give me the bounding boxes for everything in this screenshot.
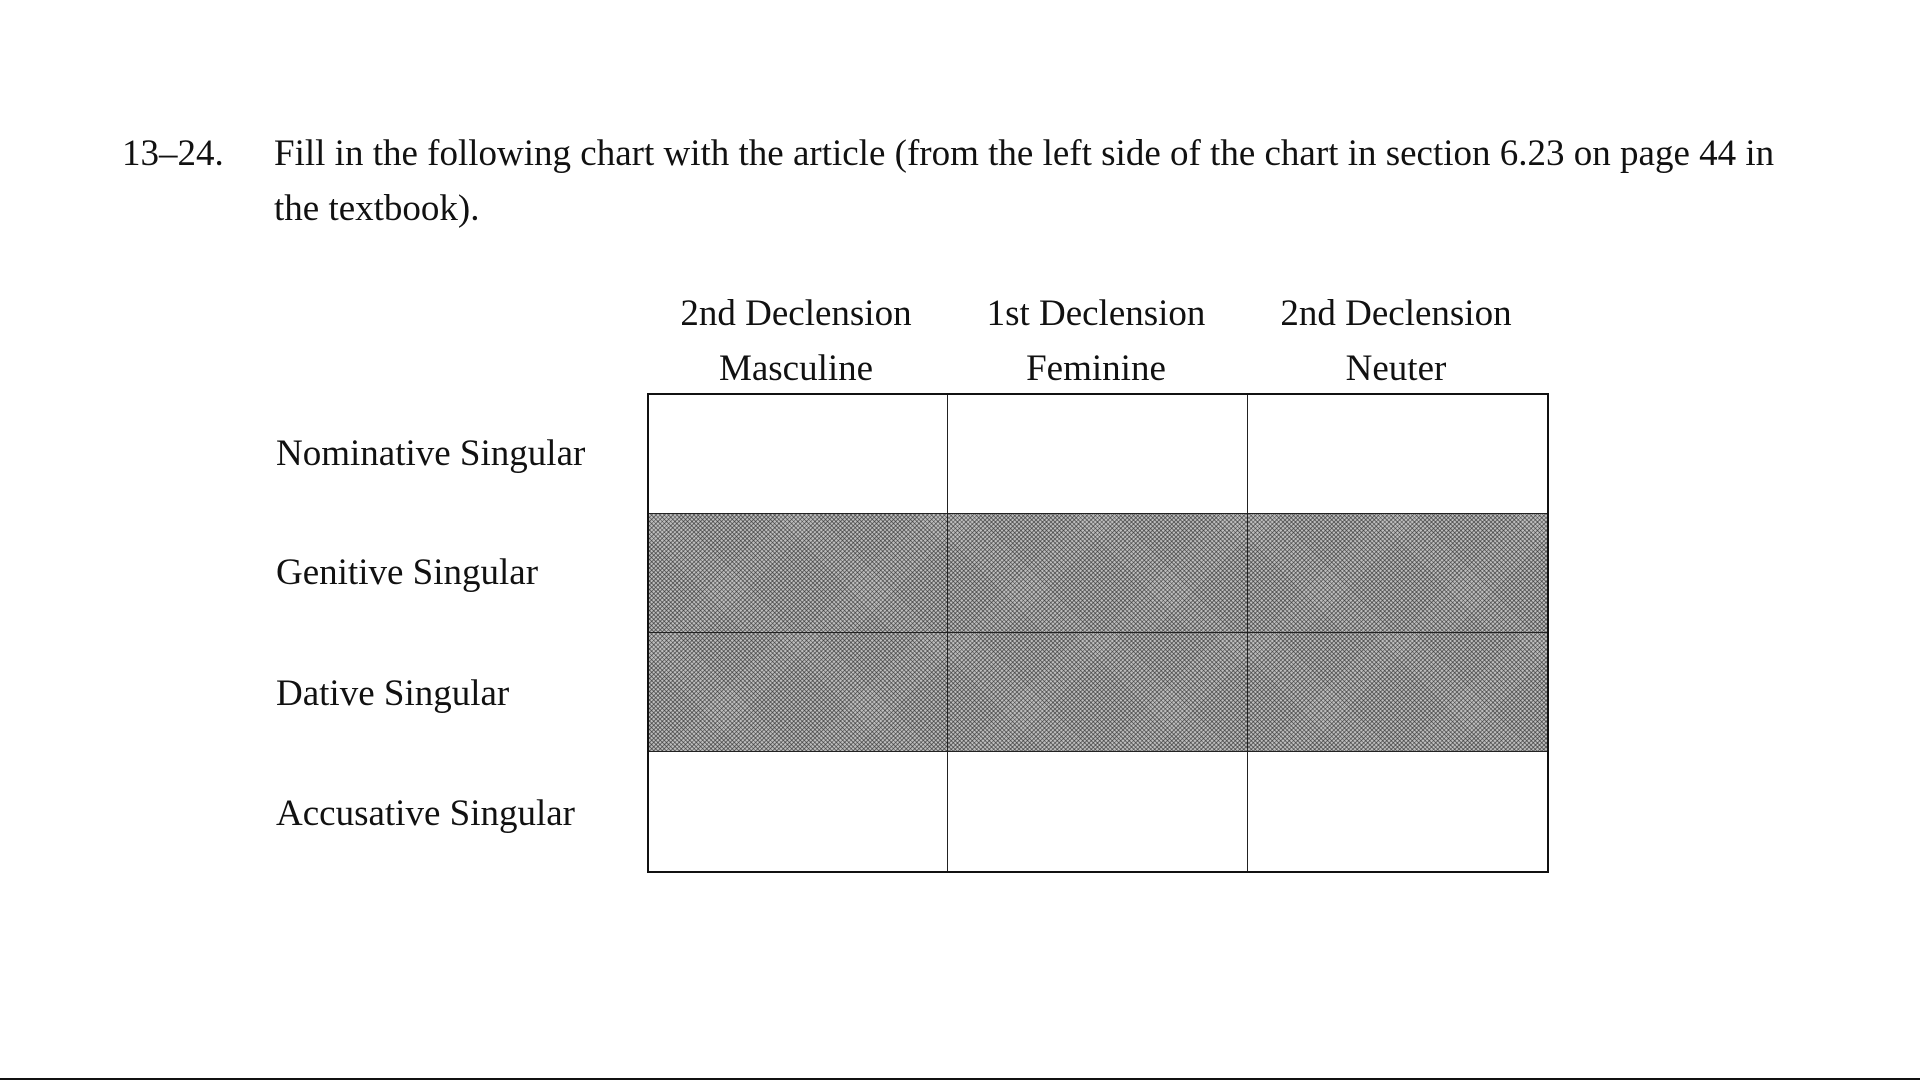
answer-cell-accusative-feminine[interactable] bbox=[948, 752, 1247, 871]
answer-cell-nominative-feminine[interactable] bbox=[948, 395, 1247, 514]
column-header-line1: 1st Declension bbox=[986, 293, 1206, 334]
shaded-cell-genitive-masculine bbox=[649, 514, 948, 633]
row-label-genitive: Genitive Singular bbox=[276, 552, 539, 593]
answer-cell-nominative-masculine[interactable] bbox=[649, 395, 948, 514]
column-header-line2: Neuter bbox=[1345, 348, 1447, 389]
exercise-instruction: Fill in the following chart with the article (from the left side of the chart in section 6.23 on page 44 in the textbook). bbox=[274, 133, 1775, 229]
column-header-feminine bbox=[946, 286, 1246, 396]
exercise-number: 13–24. bbox=[122, 133, 224, 174]
row-label-nominative: Nominative Singular bbox=[276, 433, 586, 474]
shaded-cell-genitive-neuter bbox=[1248, 514, 1547, 633]
column-header-line1: 2nd Declension bbox=[680, 293, 912, 334]
column-header-line1: 2nd Declension bbox=[1280, 293, 1512, 334]
row-label-dative: Dative Singular bbox=[276, 673, 510, 714]
column-header-line2: Feminine bbox=[1026, 348, 1166, 389]
column-header-neuter bbox=[1246, 286, 1546, 396]
answer-cell-accusative-neuter[interactable] bbox=[1248, 752, 1547, 871]
row-label-accusative: Accusative Singular bbox=[276, 793, 575, 834]
column-header-masculine bbox=[646, 286, 946, 396]
column-header-line2: Masculine bbox=[718, 348, 874, 389]
shaded-cell-genitive-feminine bbox=[948, 514, 1247, 633]
shaded-cell-dative-masculine bbox=[649, 633, 948, 752]
shaded-cell-dative-feminine bbox=[948, 633, 1247, 752]
answer-cell-accusative-masculine[interactable] bbox=[649, 752, 948, 871]
declension-chart bbox=[647, 393, 1549, 873]
shaded-cell-dative-neuter bbox=[1248, 633, 1547, 752]
answer-cell-nominative-neuter[interactable] bbox=[1248, 395, 1547, 514]
